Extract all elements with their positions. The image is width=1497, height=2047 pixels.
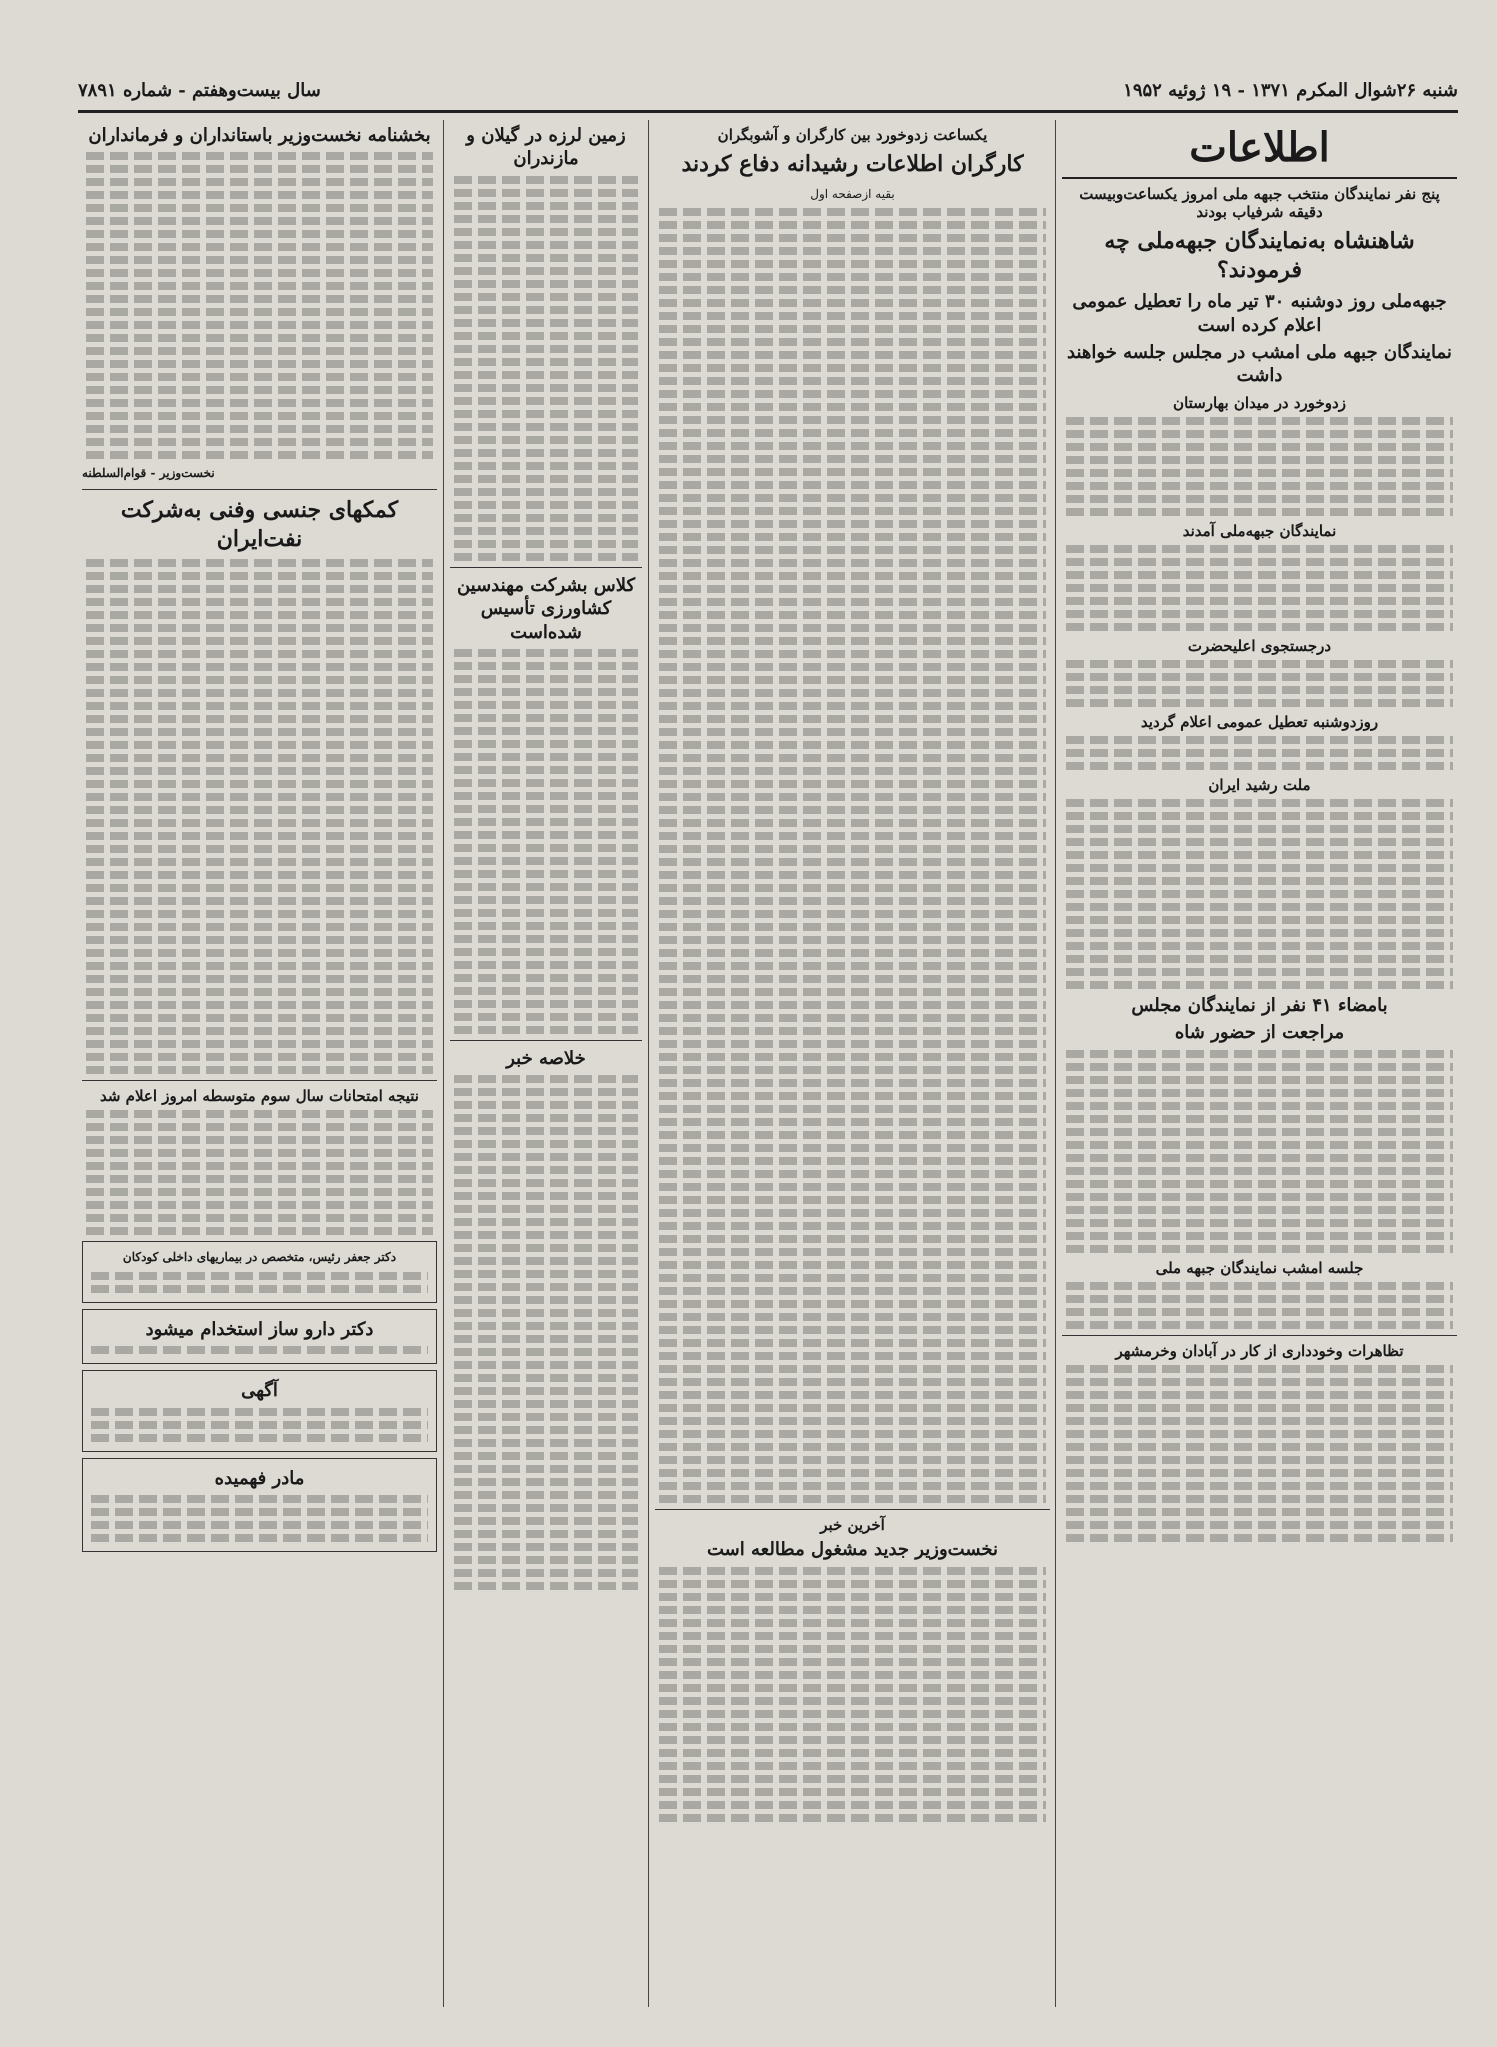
headline: زمین لرزه در گیلان و مازندران	[466, 125, 626, 170]
headline: بخشنامه نخست‌وزیر باستانداران و فرمانداران	[88, 125, 431, 146]
subhead: ملت رشید ایران	[1208, 775, 1311, 794]
main-headline: شاهنشاه به‌نمایندگان جبهه‌ملی چه فرمودند؟	[1104, 228, 1415, 283]
subhead: نمایندگان جبهه ملی امشب در مجلس جلسه خواهند داشت	[1067, 341, 1452, 387]
issue-number: سال بیست‌وهفتم - شماره ۷۸۹۱	[78, 79, 321, 101]
headline: خلاصه خبر	[506, 1047, 586, 1069]
subhead: روزدوشنبه تعطیل عمومی اعلام گردید	[1140, 712, 1379, 731]
kicker: یکساعت زدوخورد بین کارگران و آشوبگران	[717, 126, 988, 144]
ad-text: دکتر جعفر رئیس، متخصص در بیماریهای داخلی کودکان	[122, 1250, 397, 1265]
subhead: مراجعت از حضور شاه	[1174, 1022, 1345, 1044]
column-1	[1062, 120, 1457, 2007]
column-3	[450, 120, 642, 2007]
ad-title: دکتر دارو ساز استخدام میشود	[145, 1318, 374, 1340]
signature: نخست‌وزیر - قوام‌السلطنه	[82, 466, 215, 481]
subhead: بامضاء ۴۱ نفر از نمایندگان مجلس	[1131, 994, 1388, 1016]
column-2	[655, 120, 1050, 2007]
subhead: جلسه امشب نمایندگان جبهه ملی	[1155, 1258, 1364, 1277]
notice-ad	[82, 1370, 437, 1451]
masthead: اطلاعات	[1062, 120, 1457, 179]
pharmacist-ad	[82, 1309, 437, 1364]
subhead: نمایندگان جبهه‌ملی آمدند	[1182, 521, 1337, 540]
top-line	[78, 70, 1458, 110]
column-4	[82, 120, 437, 2007]
ad-title: مادر فهمیده	[214, 1467, 305, 1489]
mother-ad	[82, 1458, 437, 1552]
top-rule	[78, 110, 1458, 113]
continued: بقیه ازصفحه اول	[810, 186, 895, 201]
subhead: تظاهرات وخودداری از کار در آبادان وخرمشهر	[1115, 1341, 1404, 1360]
column-divider	[648, 120, 649, 2007]
headline: کمکهای جنسی وفنی به‌شرکت نفت‌ایران	[120, 496, 399, 552]
column-divider	[443, 120, 444, 2007]
kicker: پنج نفر نمایندگان منتخب جبهه ملی امروز یکساعت‌وبیست دقیقه شرفیاب بودند	[1079, 185, 1440, 221]
ad-title: آگهی	[241, 1380, 278, 1402]
subhead: زدوخورد در میدان بهارستان	[1173, 393, 1346, 412]
headline: نخست‌وزیر جدید مشغول مطالعه است	[706, 1539, 998, 1561]
column-divider	[1055, 120, 1056, 2007]
issue-date: شنبه ۲۶شوال المکرم ۱۳۷۱ - ۱۹ ژوئیه ۱۹۵۲	[1123, 79, 1458, 101]
headline: کلاس بشرکت مهندسین کشاورزی تأسیس شده‌است	[456, 574, 636, 643]
headline: نتیجه امتحانات سال سوم متوسطه امروز اعلام شد	[100, 1087, 419, 1106]
late-news: آخرین خبر	[820, 1516, 885, 1535]
headline: کارگران اطلاعات رشیدانه دفاع کردند	[681, 151, 1024, 177]
subhead: جبهه‌ملی روز دوشنبه ۳۰ تیر ماه را تعطیل عمومی اعلام کرده است	[1072, 291, 1447, 336]
doctor-ad	[82, 1241, 437, 1303]
subhead: درجستجوی اعلیحضرت	[1187, 636, 1332, 655]
